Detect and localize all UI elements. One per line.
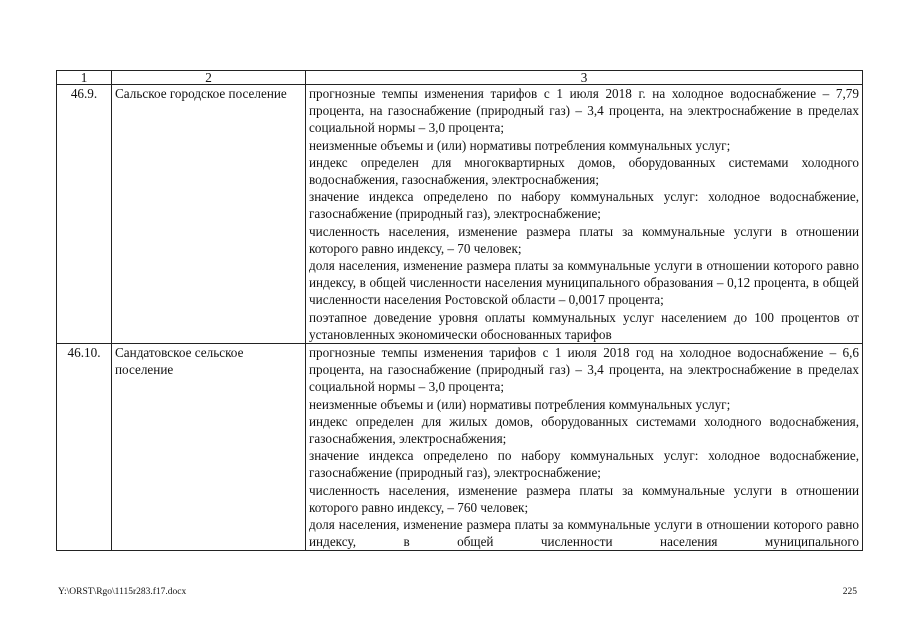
header-col-2: 2 — [112, 71, 306, 85]
row-number: 46.10. — [57, 344, 112, 551]
row-number: 46.9. — [57, 85, 112, 344]
description-paragraph: значение индекса определено по набору коммунальных услуг: холодное водоснабжение, газоснабжение (природный газ), электроснабжение; — [309, 448, 859, 481]
footer-file-path: Y:\ORST\Rgo\1115r283.f17.docx — [58, 587, 187, 597]
footer-page-number: 225 — [842, 587, 857, 597]
description-paragraph: прогнозные темпы изменения тарифов с 1 июля 2018 год на холодное водоснабжение – 6,6 процента, на газоснабжение (природный газ) – 3,4 процента, на электроснабжение в пределах социальной нормы – 3,0 процента; — [309, 345, 859, 395]
description-paragraph: неизменные объемы и (или) нормативы потребления коммунальных услуг; — [309, 137, 731, 153]
description-paragraph: прогнозные темпы изменения тарифов с 1 июля 2018 г. на холодное водоснабжение – 7,79 процента, на газоснабжение (природный газ) – 3,4 процента, на электроснабжение в пределах социальной нормы – 3,0 процента; — [309, 86, 859, 136]
tariff-index-table — [56, 70, 863, 551]
description-paragraph: доля населения, изменение размера платы за коммунальные услуги в отношении которого равно индексу, в общей численности населения муниципального образования – 0,12 процента, в общей численности населения Ростовской области – 0,0017 процента; — [309, 258, 859, 308]
description-paragraph: доля населения, изменение размера платы за коммунальные услуги в отношении которого равно индексу, в общей численности населения муниципального — [309, 517, 859, 550]
table-header-row — [57, 71, 863, 85]
description-paragraph: значение индекса определено по набору коммунальных услуг: холодное водоснабжение, газоснабжение (природный газ), электроснабжение; — [309, 189, 859, 222]
description-paragraph: численность населения, изменение размера платы за коммунальные услуги в отношении которого равно индексу, – 70 человек; — [309, 223, 859, 256]
description-paragraph: индекс определен для многоквартирных домов, оборудованных системами холодного водоснабжения, газоснабжения, электроснабжения; — [309, 154, 859, 188]
description-paragraph: индекс определен для жилых домов, оборудованных системами холодного водоснабжения, газоснабжения, электроснабжения; — [309, 413, 859, 447]
settlement-name: Сандатовское сельское поселение — [112, 344, 306, 551]
header-col-3: 3 — [306, 71, 863, 85]
row-description — [306, 85, 863, 344]
settlement-name: Сальское городское поселение — [112, 85, 306, 344]
table-row — [57, 85, 863, 344]
description-paragraph: численность населения, изменение размера платы за коммунальные услуги в отношении которого равно индексу, – 760 человек; — [309, 482, 859, 515]
table-row — [57, 344, 863, 551]
header-col-1: 1 — [57, 71, 112, 85]
description-paragraph: поэтапное доведение уровня оплаты коммунальных услуг населением до 100 процентов от установленных экономически обоснованных тарифов — [309, 309, 859, 342]
row-description — [306, 344, 863, 551]
description-paragraph: неизменные объемы и (или) нормативы потребления коммунальных услуг; — [309, 396, 731, 412]
